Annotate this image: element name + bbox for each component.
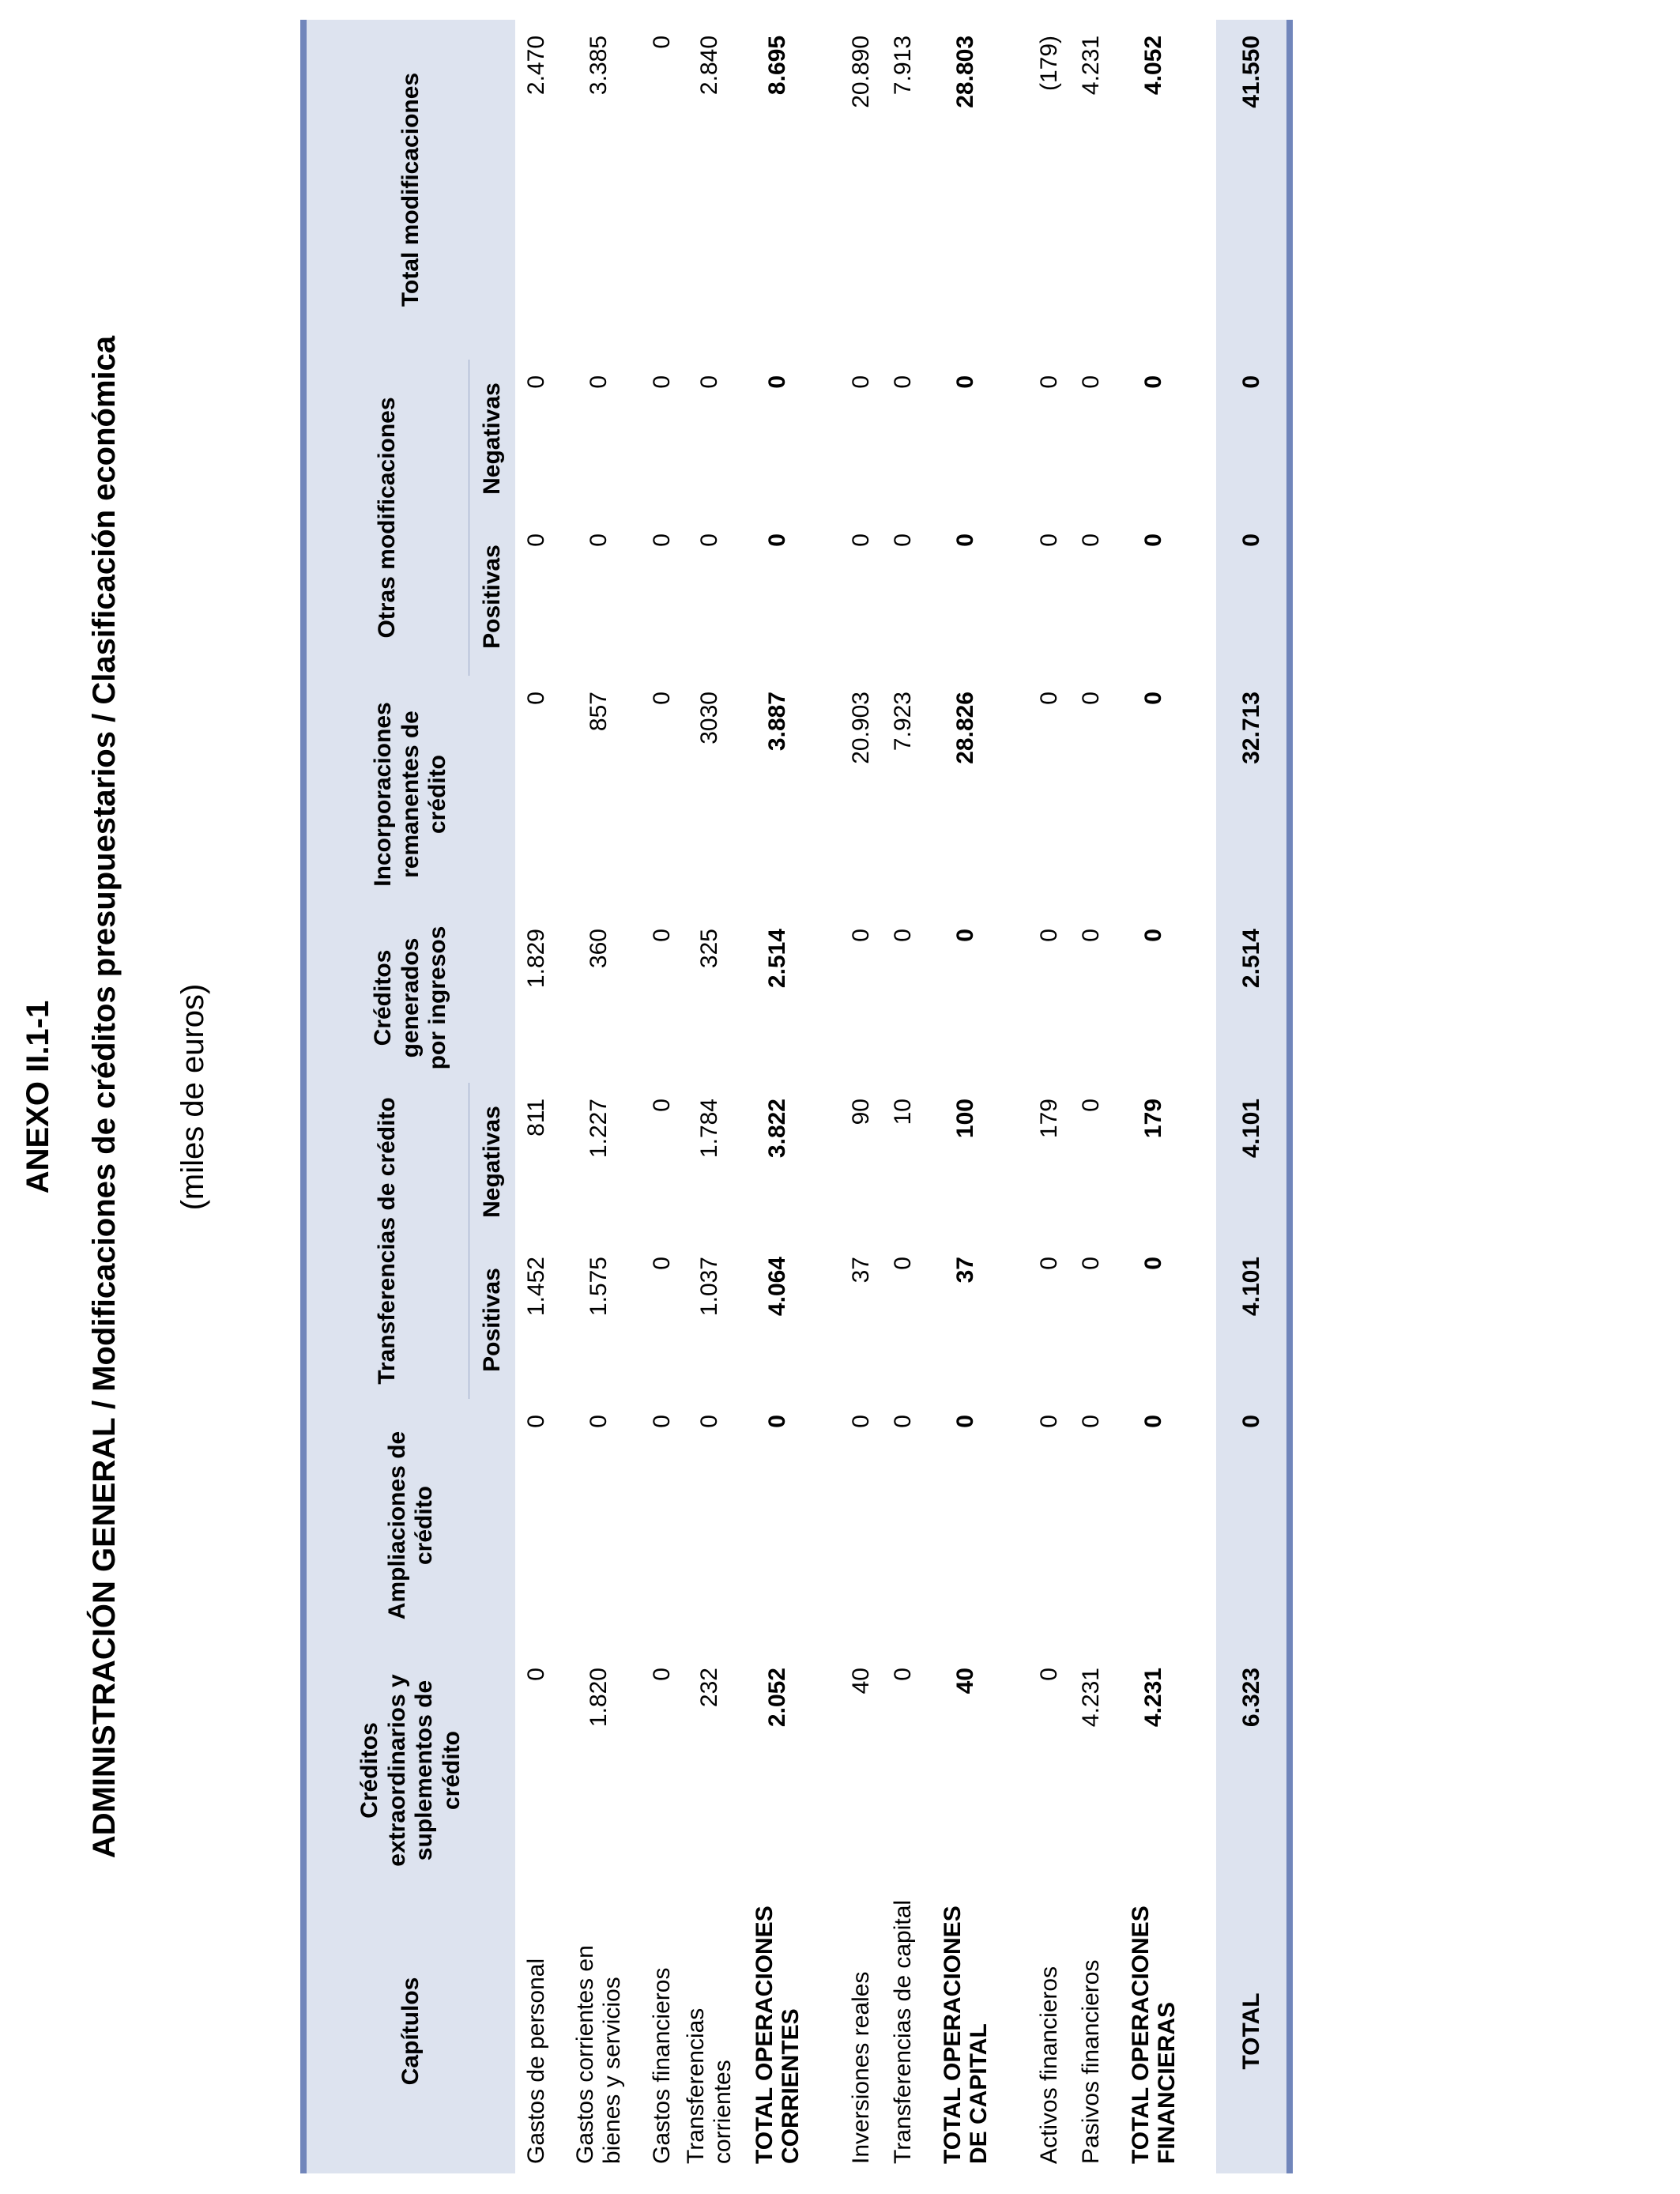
value-cell: 0 bbox=[889, 1257, 916, 1270]
subtotal-row bbox=[1112, 20, 1196, 2173]
value-cell: 37 bbox=[952, 1257, 979, 1284]
value-cell: 0 bbox=[889, 1668, 916, 1681]
table-row bbox=[515, 20, 557, 2173]
value-cell: 4.231 bbox=[1077, 35, 1104, 96]
value-cell: 0 bbox=[695, 375, 722, 389]
value-cell: 2.514 bbox=[1216, 913, 1290, 1083]
value-cell: 3.822 bbox=[764, 1099, 791, 1159]
table-row bbox=[683, 20, 736, 2173]
value-cell: 0 bbox=[1140, 375, 1167, 389]
value-cell: 0 bbox=[522, 1668, 549, 1681]
value-cell: 0 bbox=[1035, 1257, 1062, 1270]
table-row bbox=[1070, 20, 1112, 2173]
value-cell: 0 bbox=[1140, 692, 1167, 705]
value-cell: 90 bbox=[847, 1099, 874, 1125]
grand-total-row bbox=[1216, 20, 1290, 2173]
spacer-row bbox=[1196, 20, 1216, 2173]
table-row bbox=[882, 20, 924, 2173]
value-cell: 1.227 bbox=[586, 1099, 612, 1159]
value-cell: 0 bbox=[1077, 929, 1104, 942]
header-otras-modificaciones: Otras modificaciones bbox=[303, 360, 469, 676]
value-cell: 20.890 bbox=[847, 35, 874, 108]
row-label: TOTAL OPERACIONES CORRIENTES bbox=[751, 1906, 804, 2164]
value-cell: 1.820 bbox=[586, 1668, 612, 1728]
value-cell: 0 bbox=[522, 1415, 549, 1428]
table-body bbox=[515, 20, 1290, 2173]
row-label: TOTAL OPERACIONES DE CAPITAL bbox=[939, 1906, 993, 2164]
table-row bbox=[1028, 20, 1070, 2173]
value-cell: 7.923 bbox=[889, 692, 916, 752]
value-cell: 1.452 bbox=[522, 1257, 549, 1317]
value-cell: 0 bbox=[889, 533, 916, 547]
value-cell: 3.887 bbox=[764, 692, 791, 752]
value-cell: 4.101 bbox=[1216, 1083, 1290, 1241]
value-cell: 3.385 bbox=[586, 35, 612, 96]
value-cell: 360 bbox=[586, 929, 612, 969]
value-cell: 0 bbox=[952, 929, 979, 942]
value-cell: 0 bbox=[1077, 1415, 1104, 1428]
header-creditos-generados: Créditos generados por ingresos bbox=[303, 913, 515, 1083]
subtotal-row bbox=[736, 20, 819, 2173]
value-cell: 37 bbox=[847, 1257, 874, 1284]
modifications-table bbox=[300, 20, 1293, 2173]
document-subtitle: ADMINISTRACIÓN GENERAL / Modificaciones de créditos presupuestarios / Clasificación económica bbox=[87, 335, 122, 1859]
value-cell: 0 bbox=[1035, 929, 1062, 942]
value-cell: 0 bbox=[648, 692, 675, 705]
spacer-row bbox=[819, 20, 840, 2173]
value-cell: 0 bbox=[847, 375, 874, 389]
row-label: Transferencias corrientes bbox=[683, 2007, 736, 2164]
value-cell: (179) bbox=[1035, 35, 1062, 92]
row-label: Pasivos financieros bbox=[1077, 1959, 1104, 2164]
value-cell: 0 bbox=[648, 533, 675, 547]
value-cell: 40 bbox=[952, 1668, 979, 1695]
subtotal-row bbox=[924, 20, 1008, 2173]
spacer-cell bbox=[1008, 20, 1028, 2173]
row-label: TOTAL OPERACIONES FINANCIERAS bbox=[1127, 1906, 1181, 2164]
table-row bbox=[557, 20, 641, 2173]
spacer-row bbox=[1008, 20, 1028, 2173]
row-label: Gastos de personal bbox=[522, 1958, 549, 2164]
value-cell: 0 bbox=[648, 1257, 675, 1270]
value-cell: 0 bbox=[1035, 692, 1062, 705]
units-note: (miles de euros) bbox=[175, 983, 210, 1211]
header-ampliaciones: Ampliaciones de crédito bbox=[303, 1399, 515, 1652]
row-label: Gastos financieros bbox=[648, 1967, 675, 2164]
value-cell: 0 bbox=[889, 375, 916, 389]
value-cell: 1.784 bbox=[695, 1099, 722, 1159]
value-cell: 0 bbox=[1077, 533, 1104, 547]
value-cell: 0 bbox=[586, 375, 612, 389]
header-otras-negativas: Negativas bbox=[469, 360, 516, 518]
value-cell: 0 bbox=[889, 929, 916, 942]
value-cell: 0 bbox=[1216, 518, 1290, 676]
value-cell: 857 bbox=[586, 692, 612, 732]
header-total-modificaciones: Total modificaciones bbox=[303, 20, 515, 360]
value-cell: 0 bbox=[764, 375, 791, 389]
value-cell: 0 bbox=[648, 35, 675, 49]
value-cell: 0 bbox=[847, 929, 874, 942]
value-cell: 28.826 bbox=[952, 692, 979, 764]
value-cell: 2.840 bbox=[695, 35, 722, 96]
value-cell: 0 bbox=[648, 1415, 675, 1428]
value-cell: 0 bbox=[522, 375, 549, 389]
value-cell: 0 bbox=[586, 1415, 612, 1428]
value-cell: 0 bbox=[1216, 360, 1290, 518]
value-cell: 40 bbox=[847, 1668, 874, 1695]
value-cell: 0 bbox=[1077, 1257, 1104, 1270]
spacer-cell bbox=[1196, 20, 1216, 2173]
value-cell: 0 bbox=[847, 1415, 874, 1428]
value-cell: 0 bbox=[648, 1668, 675, 1681]
value-cell: 0 bbox=[586, 533, 612, 547]
value-cell: 0 bbox=[1077, 1099, 1104, 1112]
value-cell: 0 bbox=[1035, 1415, 1062, 1428]
value-cell: 0 bbox=[1140, 929, 1167, 942]
header-transferencias: Transferencias de crédito bbox=[303, 1083, 469, 1399]
value-cell: 0 bbox=[1035, 375, 1062, 389]
value-cell: 0 bbox=[1140, 1415, 1167, 1428]
value-cell: 0 bbox=[1077, 692, 1104, 705]
row-label: Activos financieros bbox=[1035, 1966, 1062, 2164]
value-cell: 1.575 bbox=[586, 1257, 612, 1317]
value-cell: 0 bbox=[764, 1415, 791, 1428]
table-row bbox=[840, 20, 882, 2173]
value-cell: 20.903 bbox=[847, 692, 874, 764]
value-cell: 0 bbox=[1035, 1668, 1062, 1681]
value-cell: 0 bbox=[952, 375, 979, 389]
value-cell: 0 bbox=[1140, 533, 1167, 547]
value-cell: 0 bbox=[1035, 533, 1062, 547]
value-cell: 6.323 bbox=[1216, 1652, 1290, 1889]
header-creditos-extraordinarios: Créditos extraordinarios y suplementos de crédito bbox=[303, 1652, 515, 1889]
header-incorporaciones: Incorporaciones remanentes de crédito bbox=[303, 676, 515, 913]
value-cell: 32.713 bbox=[1216, 676, 1290, 913]
value-cell: 325 bbox=[695, 929, 722, 969]
header-transferencias-positivas: Positivas bbox=[469, 1241, 516, 1399]
annex-title: ANEXO II.1-1 bbox=[21, 1000, 55, 1194]
value-cell: 4.231 bbox=[1077, 1668, 1104, 1728]
value-cell: 41.550 bbox=[1216, 20, 1290, 360]
value-cell: 4.101 bbox=[1216, 1241, 1290, 1399]
value-cell: 811 bbox=[522, 1099, 549, 1137]
header-capitulos: Capítulos bbox=[303, 1889, 515, 2173]
value-cell: 0 bbox=[522, 692, 549, 705]
value-cell: 4.052 bbox=[1140, 35, 1167, 96]
value-cell: 0 bbox=[1216, 1399, 1290, 1652]
value-cell: 100 bbox=[952, 1099, 979, 1139]
row-label: TOTAL bbox=[1216, 1889, 1290, 2173]
value-cell: 0 bbox=[695, 1415, 722, 1428]
value-cell: 7.913 bbox=[889, 35, 916, 96]
row-label: Gastos corrientes en bienes y servicios bbox=[572, 1945, 625, 2164]
value-cell: 179 bbox=[1140, 1099, 1167, 1139]
header-otras-positivas: Positivas bbox=[469, 518, 516, 676]
row-label: Transferencias de capital bbox=[889, 1899, 916, 2164]
value-cell: 4.231 bbox=[1140, 1668, 1167, 1728]
row-label: Inversiones reales bbox=[847, 1971, 874, 2164]
value-cell: 0 bbox=[648, 929, 675, 942]
value-cell: 4.064 bbox=[764, 1257, 791, 1317]
value-cell: 0 bbox=[952, 1415, 979, 1428]
value-cell: 3030 bbox=[695, 692, 722, 745]
modifications-table-wrapper bbox=[300, 20, 1264, 2173]
value-cell: 0 bbox=[522, 533, 549, 547]
value-cell: 0 bbox=[695, 533, 722, 547]
value-cell: 0 bbox=[847, 533, 874, 547]
table-row bbox=[641, 20, 683, 2173]
value-cell: 2.514 bbox=[764, 929, 791, 989]
header-transferencias-negativas: Negativas bbox=[469, 1083, 516, 1241]
value-cell: 1.829 bbox=[522, 929, 549, 989]
value-cell: 232 bbox=[695, 1668, 722, 1708]
value-cell: 10 bbox=[889, 1099, 916, 1125]
value-cell: 179 bbox=[1035, 1099, 1062, 1139]
value-cell: 0 bbox=[952, 533, 979, 547]
value-cell: 1.037 bbox=[695, 1257, 722, 1317]
value-cell: 0 bbox=[648, 1099, 675, 1112]
spacer-cell bbox=[819, 20, 840, 2173]
value-cell: 28.803 bbox=[952, 35, 979, 108]
value-cell: 0 bbox=[889, 1415, 916, 1428]
value-cell: 0 bbox=[764, 533, 791, 547]
value-cell: 0 bbox=[1077, 375, 1104, 389]
value-cell: 8.695 bbox=[764, 35, 791, 96]
value-cell: 0 bbox=[648, 375, 675, 389]
value-cell: 2.470 bbox=[522, 35, 549, 96]
value-cell: 2.052 bbox=[764, 1668, 791, 1728]
value-cell: 0 bbox=[1140, 1257, 1167, 1270]
